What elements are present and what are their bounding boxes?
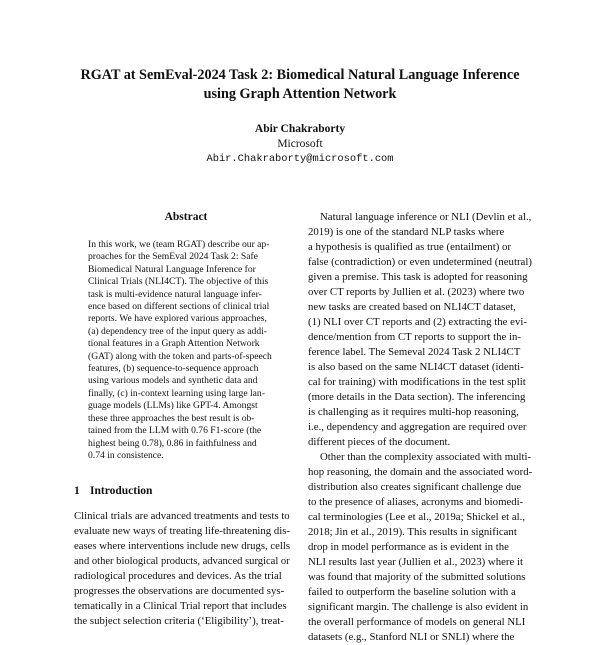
text-line: progresses the observations are documented sys- xyxy=(74,585,285,598)
abstract-text xyxy=(88,239,278,462)
text-line: Natural language inference or NLI (Devlin et al., xyxy=(320,211,532,223)
author-email: Abir.Chakraborty@microsoft.com xyxy=(206,153,394,165)
text-line: finally, (c) in-context learning using large lan- xyxy=(88,387,265,399)
text-line: ference label. The Semeval 2024 Task 2 NLI4CT xyxy=(308,346,521,358)
text-line: was found that majority of the submitted solutions xyxy=(308,571,526,583)
text-line: (GAT) along with the token and parts-of-speech xyxy=(88,350,272,362)
introduction-heading xyxy=(74,484,290,499)
text-line: tained from the LLM with 0.76 F1-score (the xyxy=(88,425,262,437)
text-line: hop reasoning, the domain and the associated word- xyxy=(308,466,533,478)
text-line: significant margin. The challenge is also evident in xyxy=(308,601,529,613)
text-line: 2018; Jin et al., 2019). This results in significant xyxy=(308,526,517,538)
text-line: over CT reports by Jullien et al. (2023) where two xyxy=(308,286,525,298)
text-line: using various models and synthetic data and xyxy=(88,375,258,387)
text-line: (1) NLI over CT reports and (2) extracting the evi- xyxy=(308,316,527,328)
section-title: Introduction xyxy=(90,485,153,498)
text-line: datasets (e.g., Stanford NLI or SNLI) where the xyxy=(308,631,515,643)
text-line: is challenging as it requires multi-hop reasoning, xyxy=(308,406,519,418)
text-line: evaluate new ways of treating life-threatening dis- xyxy=(74,525,290,538)
text-line: tematically in a Clinical Trial report that includes xyxy=(74,600,287,613)
text-line: radiological procedures and devices. As the trial xyxy=(74,570,282,583)
text-line: tional features in a Graph Attention Network xyxy=(88,338,260,350)
text-line: (a) dependency tree of the input query as addi- xyxy=(88,325,268,337)
text-line: eases where interventions include new drugs, cells xyxy=(74,540,291,553)
text-line: Other than the complexity associated with multi- xyxy=(320,451,532,463)
text-line: 0.74 in consistence. xyxy=(88,449,164,461)
text-line: features, (b) sequence-to-sequence approach xyxy=(88,363,259,375)
text-line: highest being 0.78), 0.86 in faithfulness and xyxy=(88,437,257,449)
text-line: i.e., dependency and aggregation are required over xyxy=(308,421,527,433)
author-block xyxy=(100,122,500,167)
text-line: Clinical Trials (NLI4CT). The objective of this xyxy=(88,276,269,288)
author-name: Abir Chakraborty xyxy=(254,123,346,135)
introduction-text xyxy=(74,509,290,629)
right-column xyxy=(308,210,532,645)
text-line: is also based on the same NLI4CT dataset (identi- xyxy=(308,361,524,373)
left-column xyxy=(74,210,290,629)
text-line: the overall performance of models on general NLI xyxy=(308,616,526,628)
text-line: reports. We have explored various approaches, xyxy=(88,313,267,325)
title-line: using Graph Attention Network xyxy=(203,86,397,102)
text-line: cal terminologies (Lee et al., 2019a; Shickel et al., xyxy=(308,511,526,523)
paragraph-nli xyxy=(308,210,532,450)
text-line: different pieces of the document. xyxy=(308,436,451,448)
text-line: (more details in the Data section). The inferencing xyxy=(308,391,526,403)
text-line: Biomedical Natural Language Inference for xyxy=(88,263,256,275)
section-number: 1 xyxy=(74,485,80,498)
text-line: guage models (LLMs) like GPT-4. Amongst xyxy=(88,400,258,412)
text-line: and other biological products, advanced surgical or xyxy=(74,555,290,568)
text-line: NLI results last year (Jullien et al., 2023) where it xyxy=(308,556,523,568)
text-line: to the presence of aliases, acronyms and biomedi- xyxy=(308,496,524,508)
text-line: these three approaches the best result is ob- xyxy=(88,412,255,424)
abstract-heading: Abstract xyxy=(164,211,208,223)
text-line: a hypothesis is qualified as true (entailment) or xyxy=(308,241,511,253)
paper-title xyxy=(40,66,560,104)
text-line: dence/mention from CT reports to support the in- xyxy=(308,331,521,343)
text-line: cal for training) with modifications in the test split xyxy=(308,376,526,388)
text-line: proaches for the SemEval 2024 Task 2: Safe xyxy=(88,251,258,263)
text-line: distribution also creates significant challenge due xyxy=(308,481,522,493)
text-line: task is multi-evidence natural language infer- xyxy=(88,288,262,300)
text-line: 2019) is one of the standard NLP tasks where xyxy=(308,226,505,238)
text-line: drop in model performance as is evident in the xyxy=(308,541,509,553)
text-line: failed to outperform the baseline solution with a xyxy=(308,586,516,598)
text-line: given a premise. This task is adopted for reasoning xyxy=(308,271,528,283)
author-affiliation: Microsoft xyxy=(277,138,323,150)
text-line: ence based on different sections of clinical trial xyxy=(88,301,270,313)
title-line: RGAT at SemEval-2024 Task 2: Biomedical Natural Language Inference xyxy=(80,67,520,83)
text-line: the subject selection criteria (‘Eligibility’), treat- xyxy=(74,615,284,628)
paragraph-challenges xyxy=(308,450,532,645)
text-line: false (contradiction) or even undetermined (neutral) xyxy=(308,256,532,268)
text-line: Clinical trials are advanced treatments and tests to xyxy=(74,510,290,523)
text-line: new tasks are created based on NLI4CT dataset, xyxy=(308,301,516,313)
text-line: In this work, we (team RGAT) describe our ap- xyxy=(88,239,270,250)
